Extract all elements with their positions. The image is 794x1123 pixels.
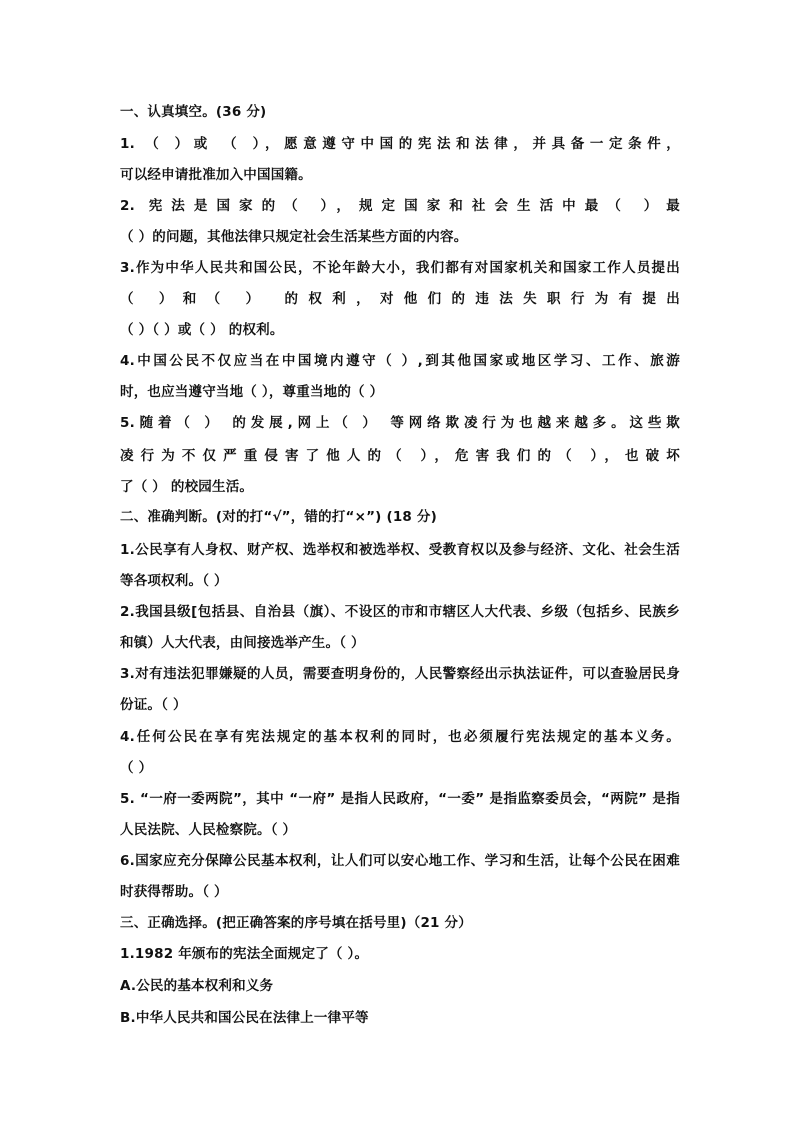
s2-line-2: 等各项权利。（ ） bbox=[120, 573, 228, 589]
section-1-title: 一、认真填空。(36 分) bbox=[120, 104, 267, 120]
s2-line-10: 人民法院、人民检察院。（ ） bbox=[120, 822, 297, 838]
s3-question-1: 1.1982 年颁布的宪法全面规定了（ ）。 bbox=[120, 946, 369, 962]
s1-line-4: （ ）的问题，其他法律只规定社会生活某些方面的内容。 bbox=[120, 229, 468, 245]
s1-line-1: 1. （ ）或 （ ），愿意遵守中国的宪法和法律，并具备一定条件， bbox=[120, 136, 680, 152]
s1-line-12: 了（ ） 的校园生活。 bbox=[120, 479, 254, 495]
section-2-title: 二、准确判断。(对的打“√”，错的打“×”) (18 分) bbox=[120, 509, 437, 525]
s2-line-8: （ ） bbox=[120, 760, 153, 776]
s2-line-3: 2.我国县级[包括县、自治县（旗）、不设区的市和市辖区人大代表、乡级（包括乡、民族乡 bbox=[120, 604, 680, 620]
s2-line-1: 1.公民享有人身权、财产权、选举权和被选举权、受教育权以及参与经济、文化、社会生活 bbox=[120, 542, 680, 558]
s2-line-7: 4.任何公民在享有宪法规定的基本权利的同时，也必须履行宪法规定的基本义务。 bbox=[120, 729, 680, 745]
s2-line-9: 5. “一府一委两院”，其中 “一府” 是指人民政府，“一委” 是指监察委员会，“两院” 是指 bbox=[120, 791, 680, 807]
s1-line-8: 4.中国公民不仅应当在中国境内遵守（ ）,到其他国家或地区学习、工作、旅游 bbox=[120, 353, 680, 369]
s1-line-3: 2. 宪法是国家的（ ），规定国家和社会生活中最（ ）最 bbox=[120, 198, 680, 214]
s2-line-5: 3.对有违法犯罪嫌疑的人员，需要查明身份的，人民警察经出示执法证件，可以查验居民身 bbox=[120, 666, 680, 682]
s2-line-11: 6.国家应充分保障公民基本权利，让人们可以安心地工作、学习和生活，让每个公民在困难 bbox=[120, 853, 680, 869]
s2-line-6: 份证。（ ） bbox=[120, 697, 187, 713]
s1-line-9: 时，也应当遵守当地（ ），尊重当地的（ ） bbox=[120, 384, 384, 400]
s1-line-10: 5.随着（ ） 的发展,网上（ ） 等网络欺凌行为也越来越多。这些欺 bbox=[120, 415, 680, 431]
s1-line-7: （ ）（ ）或（ ） 的权利。 bbox=[120, 322, 284, 338]
s3-option-b: B.中华人民共和国公民在法律上一律平等 bbox=[120, 1010, 369, 1026]
s2-line-12: 时获得帮助。（ ） bbox=[120, 884, 228, 900]
s2-line-4: 和镇）人大代表，由间接选举产生。（ ） bbox=[120, 635, 365, 651]
s1-line-11: 凌行为不仅严重侵害了他人的（ ），危害我们的（ ），也破坏 bbox=[120, 448, 680, 464]
section-3-title: 三、正确选择。(把正确答案的序号填在括号里)（21 分） bbox=[120, 915, 472, 931]
s1-line-2: 可以经申请批准加入中国国籍。 bbox=[120, 167, 312, 183]
s3-option-a: A.公民的基本权利和义务 bbox=[120, 978, 274, 994]
s1-line-6: （ ）和（ ） 的权利，对他们的违法失职行为有提出 bbox=[120, 291, 680, 307]
s1-line-5: 3.作为中华人民共和国公民，不论年龄大小，我们都有对国家机关和国家工作人员提出 bbox=[120, 260, 680, 276]
